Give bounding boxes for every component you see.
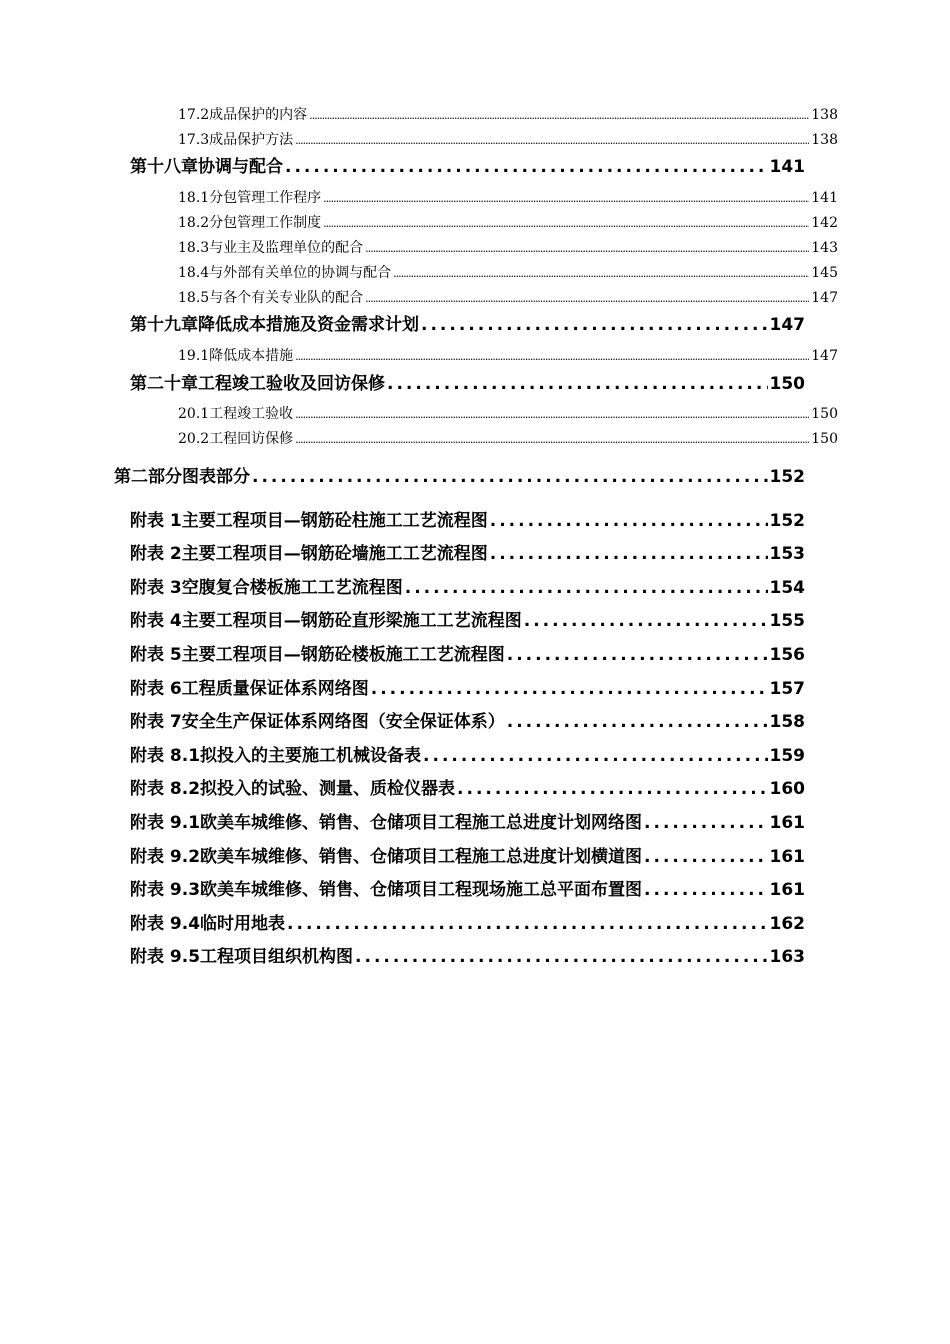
page-number: 152 <box>769 467 805 487</box>
dot-leader <box>405 578 768 598</box>
section-number: 20.2 <box>178 431 210 447</box>
dot-leader <box>490 511 768 531</box>
page-number: 141 <box>811 190 838 206</box>
appendix-title: 欧美车城维修、销售、仓储项目工程现场施工总平面布置图 <box>200 880 643 900</box>
page-number: 147 <box>811 290 838 306</box>
toc-entry-18-2[interactable] <box>178 212 838 232</box>
toc-entry-17-2[interactable] <box>178 104 838 124</box>
page-number: 150 <box>811 406 838 422</box>
dot-leader <box>457 779 767 799</box>
appendix-title: 工程项目组织机构图 <box>200 947 354 967</box>
toc-chapter-20[interactable] <box>130 369 805 394</box>
chapter-number: 第二十章 <box>130 374 198 394</box>
page-number: 162 <box>769 914 805 934</box>
appendix-title: 工程质量保证体系网络图 <box>181 679 369 699</box>
toc-entry-20-1[interactable] <box>178 403 838 423</box>
page-number: 147 <box>769 315 805 335</box>
section-title: 分包管理工作制度 <box>209 215 322 231</box>
dot-leader <box>285 157 768 177</box>
part-title: 图表部分 <box>182 467 250 487</box>
section-number: 17.2 <box>178 107 210 123</box>
dot-leader <box>295 134 809 147</box>
dot-leader <box>490 544 768 564</box>
part-number: 第二部分 <box>114 467 182 487</box>
dot-leader <box>365 242 809 255</box>
section-title: 降低成本措施 <box>209 348 294 364</box>
page-number: 156 <box>769 645 805 665</box>
appendix-number: 附表 9.1 <box>130 813 201 833</box>
page-number: 150 <box>769 374 805 394</box>
appendix-number: 附表 7 <box>130 712 182 732</box>
toc-appendix-7[interactable] <box>130 707 805 732</box>
toc-entry-18-5[interactable] <box>178 287 838 307</box>
appendix-title: 主要工程项目—钢筋砼柱施工工艺流程图 <box>181 511 488 531</box>
dot-leader <box>355 947 767 967</box>
appendix-number: 附表 8.1 <box>130 746 201 766</box>
toc-appendix-8-2[interactable] <box>130 774 805 799</box>
section-title: 与各个有关专业队的配合 <box>209 290 364 306</box>
page-number: 163 <box>769 947 805 967</box>
dot-leader <box>507 712 768 732</box>
appendix-title: 欧美车城维修、销售、仓储项目工程施工总进度计划横道图 <box>200 847 643 867</box>
section-number: 20.1 <box>178 406 210 422</box>
dot-leader <box>252 467 768 487</box>
chapter-title: 工程竣工验收及回访保修 <box>198 374 385 394</box>
section-title: 工程竣工验收 <box>209 406 294 422</box>
toc-appendix-9-3[interactable] <box>130 875 805 900</box>
appendix-number: 附表 6 <box>130 679 182 699</box>
appendix-title: 主要工程项目—钢筋砼直形梁施工工艺流程图 <box>181 611 522 631</box>
chapter-title: 降低成本措施及资金需求计划 <box>198 315 419 335</box>
appendix-title: 欧美车城维修、销售、仓储项目工程施工总进度计划网络图 <box>200 813 643 833</box>
page-number: 161 <box>769 813 805 833</box>
toc-appendix-8-1[interactable] <box>130 741 805 766</box>
page-number: 159 <box>769 746 805 766</box>
appendix-number: 附表 1 <box>130 511 182 531</box>
page-number: 161 <box>769 880 805 900</box>
dot-leader <box>323 217 809 230</box>
dot-leader <box>323 192 809 205</box>
section-number: 18.3 <box>178 240 210 256</box>
appendix-number: 附表 9.4 <box>130 914 201 934</box>
page-number: 150 <box>811 431 838 447</box>
appendix-number: 附表 8.2 <box>130 779 201 799</box>
dot-leader <box>644 813 767 833</box>
section-title: 与业主及监理单位的配合 <box>209 240 364 256</box>
toc-entry-18-4[interactable] <box>178 262 838 282</box>
dot-leader <box>393 267 809 280</box>
appendix-title: 拟投入的主要施工机械设备表 <box>200 746 422 766</box>
toc-appendix-9-4[interactable] <box>130 909 805 934</box>
toc-appendix-3[interactable] <box>130 573 805 598</box>
appendix-title: 临时用地表 <box>200 914 286 934</box>
appendix-title: 空腹复合楼板施工工艺流程图 <box>181 578 403 598</box>
toc-appendix-6[interactable] <box>130 674 805 699</box>
appendix-number: 附表 9.3 <box>130 880 201 900</box>
chapter-title: 协调与配合 <box>198 157 283 177</box>
toc-appendix-2[interactable] <box>130 539 805 564</box>
page-number: 158 <box>769 712 805 732</box>
appendix-title: 主要工程项目—钢筋砼楼板施工工艺流程图 <box>181 645 505 665</box>
dot-leader <box>371 679 768 699</box>
section-title: 成品保护的内容 <box>209 107 308 123</box>
section-title: 分包管理工作程序 <box>209 190 322 206</box>
page-number: 160 <box>769 779 805 799</box>
page-number: 154 <box>769 578 805 598</box>
page-number: 143 <box>811 240 838 256</box>
page-number: 155 <box>769 611 805 631</box>
section-number: 18.4 <box>178 265 210 281</box>
toc-entry-19-1[interactable] <box>178 345 838 365</box>
section-title: 成品保护方法 <box>209 132 294 148</box>
section-number: 19.1 <box>178 348 210 364</box>
dot-leader <box>309 109 809 122</box>
dot-leader <box>423 746 767 766</box>
toc-chapter-18[interactable] <box>130 152 805 177</box>
appendix-number: 附表 3 <box>130 578 182 598</box>
appendix-number: 附表 5 <box>130 645 182 665</box>
dot-leader <box>507 645 768 665</box>
section-number: 18.2 <box>178 215 210 231</box>
page-number: 145 <box>811 265 838 281</box>
toc-appendix-9-5[interactable] <box>130 942 805 967</box>
toc-appendix-9-2[interactable] <box>130 842 805 867</box>
appendix-number: 附表 4 <box>130 611 182 631</box>
dot-leader <box>365 292 809 305</box>
toc-appendix-9-1[interactable] <box>130 808 805 833</box>
toc-appendix-4[interactable] <box>130 606 805 631</box>
dot-leader <box>295 433 809 446</box>
dot-leader <box>287 914 767 934</box>
page-number: 142 <box>811 215 838 231</box>
dot-leader <box>421 315 768 335</box>
toc-appendix-5[interactable] <box>130 640 805 665</box>
dot-leader <box>295 350 809 363</box>
page-number: 161 <box>769 847 805 867</box>
appendix-title: 拟投入的试验、测量、质检仪器表 <box>200 779 456 799</box>
appendix-number: 附表 9.2 <box>130 847 201 867</box>
section-title: 与外部有关单位的协调与配合 <box>209 265 392 281</box>
chapter-number: 第十九章 <box>130 315 198 335</box>
page-number: 147 <box>811 348 838 364</box>
appendix-title: 主要工程项目—钢筋砼墙施工工艺流程图 <box>181 544 488 564</box>
dot-leader <box>644 847 767 867</box>
section-number: 18.1 <box>178 190 210 206</box>
chapter-number: 第十八章 <box>130 157 198 177</box>
toc-appendix-1[interactable] <box>130 506 805 531</box>
page-number: 138 <box>811 132 838 148</box>
page-number: 157 <box>769 679 805 699</box>
toc-entry-17-3[interactable] <box>178 129 838 149</box>
page-number: 141 <box>769 157 805 177</box>
toc-entry-18-1[interactable] <box>178 187 838 207</box>
dot-leader <box>295 408 809 421</box>
appendix-number: 附表 9.5 <box>130 947 201 967</box>
dot-leader <box>524 611 768 631</box>
appendix-number: 附表 2 <box>130 544 182 564</box>
section-title: 工程回访保修 <box>209 431 294 447</box>
appendix-title: 安全生产保证体系网络图（安全保证体系） <box>181 712 505 732</box>
page-number: 152 <box>769 511 805 531</box>
dot-leader <box>644 880 767 900</box>
toc-part-2[interactable] <box>114 462 805 487</box>
toc-entry-18-3[interactable] <box>178 237 838 257</box>
dot-leader <box>387 374 768 394</box>
page-number: 138 <box>811 107 838 123</box>
toc-chapter-19[interactable] <box>130 310 805 335</box>
page-number: 153 <box>769 544 805 564</box>
section-number: 17.3 <box>178 132 210 148</box>
section-number: 18.5 <box>178 290 210 306</box>
toc-entry-20-2[interactable] <box>178 428 838 448</box>
